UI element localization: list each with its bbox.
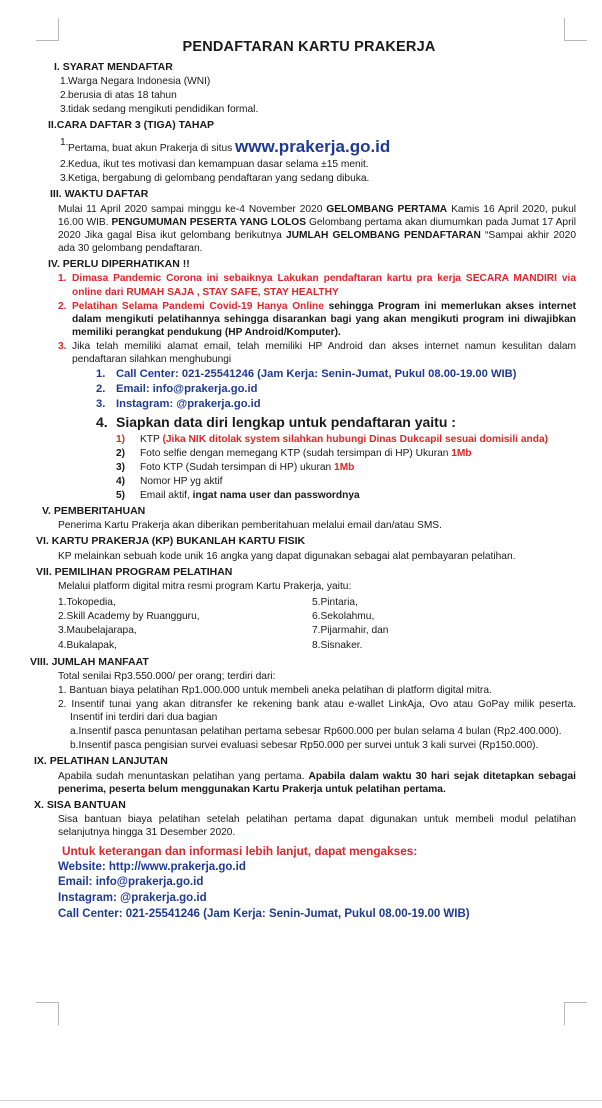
list-number: 2. <box>96 383 106 396</box>
platform-item: 4.Bukalapak, <box>58 639 117 651</box>
list-number: 4) <box>116 475 126 487</box>
text-run: Kamis 16 April 2020, pukul 16.00 WIB. <box>58 203 577 228</box>
footer-email-link[interactable]: Email: info@prakerja.go.id <box>58 876 204 889</box>
instagram-link[interactable]: Instagram: @prakerja.go.id <box>116 398 261 411</box>
text-bold: PENGUMUMAN PESERTA YANG LOLOS <box>111 216 307 228</box>
list-number: 3) <box>116 461 126 473</box>
list-number: 1. <box>58 273 67 285</box>
list-item <box>30 136 576 158</box>
list-number: 1. <box>96 367 106 380</box>
info-footer <box>58 843 576 923</box>
sisa-bantuan-text: Sisa bantuan biaya pelatihan setelah pelatihan pertama dapat digunakan untuk membeli modul pelatihan selanjutnya hingga 31 Desember 2020. <box>58 814 576 839</box>
syarat-list <box>30 75 576 116</box>
list-text: berusia di atas 18 tahun <box>68 90 177 102</box>
heading-text: Siapkan data diri lengkap untuk pendaftaran yaitu : <box>116 413 456 430</box>
platform-item: 1.Tokopedia, <box>58 597 116 609</box>
list-number: 1) <box>116 433 126 445</box>
perhatian-list <box>30 272 576 365</box>
footer-website-link[interactable]: Website: http://www.prakerja.go.id <box>58 860 246 873</box>
list-item <box>30 172 576 185</box>
text-run: “Sampai akhir 2020 ada 30 gelombang pendaftaran. <box>58 229 577 254</box>
section-heading-cara-daftar: II.CARA DAFTAR 3 (TIGA) TAHAP <box>48 119 215 132</box>
text-run: Apabila sudah menuntaskan pelatihan yang pertama. <box>58 770 309 782</box>
list-item <box>30 397 576 411</box>
contact-list <box>30 367 576 412</box>
call-center-text: Call Center: 021-25541246 (Jam Kerja: Senin-Jumat, Pukul 08.00-19.00 WIB) <box>116 367 517 380</box>
list-number: 5) <box>116 489 126 501</box>
platform-list <box>58 595 576 652</box>
page-bottom-edge <box>0 1100 602 1101</box>
pelatihan-lanjutan-text <box>58 770 576 796</box>
page-title: PENDAFTARAN KARTU PRAKERJA <box>182 39 436 55</box>
list-number: 1. <box>60 75 69 87</box>
platform-item: 8.Sisnaker. <box>312 639 363 651</box>
section-heading-pelatihan-lanjutan: IX. PELATIHAN LANJUTAN <box>34 755 168 768</box>
list-text: Foto selfie dengan memegang KTP (sudah tersimpan di HP) Ukuran <box>140 447 452 459</box>
list-number: 1. <box>60 136 69 148</box>
list-number: 4. <box>96 413 108 430</box>
list-text: Jika telah memiliki alamat email, telah memiliki HP Android dan akses internet namun kesulitan dalam pendaftaran silahkan menghubungi <box>72 340 576 365</box>
list-item <box>30 367 576 381</box>
list-number: 3. <box>58 340 67 352</box>
platform-item: 7.Pijarmahir, dan <box>312 625 389 637</box>
list-text-red: (Jika NIK ditolak system silahkan hubungi Dinas Dukcapil sesuai domisili anda) <box>162 433 549 445</box>
manfaat-item: 1. Bantuan biaya pelatihan Rp1.000.000 untuk membeli aneka pelatihan di platform digital mitra. <box>58 685 492 697</box>
jumlah-manfaat-text: Total senilai Rp3.550.000/ per orang; terdiri dari: <box>58 671 276 682</box>
text-bold: GELOMBANG PERTAMA <box>326 203 448 215</box>
website-link[interactable]: www.prakerja.go.id <box>235 136 391 156</box>
list-item <box>30 475 576 488</box>
list-text-red: 1Mb <box>334 461 355 473</box>
list-text: Dimasa Pandemic Corona ini sebaiknya Lakukan pendaftaran kartu pra kerja SECARA MANDIRI via online dari RUMAH SAJA , STAY SAFE, STAY HEALTHY <box>72 273 576 298</box>
list-text: Foto KTP (Sudah tersimpan di HP) ukuran <box>140 461 335 473</box>
list-number: 2. <box>60 90 69 102</box>
list-text: tidak sedang mengikuti pendidikan formal. <box>68 104 259 116</box>
platform-item: 3.Maubelajarapa, <box>58 625 137 637</box>
list-text: Pertama, buat akun Prakerja di situs <box>68 142 236 154</box>
email-link[interactable]: Email: info@prakerja.go.id <box>116 383 258 396</box>
section-heading-pemberitahuan: V. PEMBERITAHUAN <box>42 504 146 517</box>
platform-item: 6.Sekolahmu, <box>312 611 375 623</box>
list-text: sehingga Program ini memerlukan akses internet dalam mengikuti pelatihannya sehingga disarankan bagi yang akan mengikuti program ini diwajibkan memiliki perangkat pendukung (HP Android/Komputer). <box>72 300 577 338</box>
cara-daftar-list <box>30 136 576 186</box>
list-item <box>30 272 576 298</box>
list-text: Kedua, ikut tes motivasi dan kemampuan dasar selama ±15 menit. <box>68 159 369 171</box>
text-run: Mulai 11 April 2020 sampai minggu ke-4 November 2020 <box>58 203 327 215</box>
platform-column-right <box>312 595 566 652</box>
list-item <box>30 300 576 339</box>
text-run: Gelombang pertama akan diumumkan pada Jumat 17 April 2020 Jika gagal Bisa ikut gelombang berikutnya <box>58 216 576 241</box>
text-bold: JUMLAH GELOMBANG PENDAFTARAN <box>285 229 481 241</box>
section-heading-sisa-bantuan: X. SISA BANTUAN <box>34 798 126 811</box>
list-text: Email aktif, <box>140 489 193 501</box>
list-text-red: Pelatihan Selama Pandemi Covid-19 Hanya Online <box>72 300 324 312</box>
list-item <box>30 433 576 446</box>
platform-column-left <box>58 595 312 652</box>
list-number: 2. <box>60 159 69 171</box>
list-text: Ketiga, bergabung di gelombang pendaftaran yang sedang dibuka. <box>68 173 370 185</box>
section-heading-waktu-daftar: III. WAKTU DAFTAR <box>50 188 149 201</box>
text-bold: Apabila dalam waktu 30 hari sejak ditetapkan sebagai penerima, peserta belum menggunakan Kartu Prakerja untuk pelatihan pertama. <box>58 770 576 795</box>
list-item <box>30 103 576 116</box>
list-item <box>30 447 576 460</box>
section-heading-syarat: I. SYARAT MENDAFTAR <box>54 60 173 73</box>
footer-instagram-link[interactable]: Instagram: @prakerja.go.id <box>58 892 207 905</box>
list-number: 2) <box>116 447 126 459</box>
platform-item: 5.Pintaria, <box>312 597 358 609</box>
pemilihan-program-text: Melalui platform digital mitra resmi program Kartu Prakerja, yaitu: <box>58 581 352 593</box>
list-item <box>30 340 576 366</box>
list-item <box>30 382 576 396</box>
data-diri-list <box>30 433 576 502</box>
section-heading-pemilihan-program: VII. PEMILIHAN PROGRAM PELATIHAN <box>36 565 233 578</box>
platform-item: 2.Skill Academy by Ruangguru, <box>58 611 200 623</box>
siapkan-data-heading <box>30 414 576 432</box>
list-number: 3. <box>60 104 69 116</box>
pemberitahuan-text: Penerima Kartu Prakerja akan diberikan pemberitahuan melalui email dan/atau SMS. <box>58 520 442 532</box>
insentif-item: a.Insentif pasca penuntasan pelatihan pertama sebesar Rp600.000 per bulan selama 4 bulan (Rp2.400.000). <box>70 726 562 738</box>
section-heading-perlu-diperhatikan: IV. PERLU DIPERHATIKAN !! <box>48 258 190 271</box>
list-item <box>30 75 576 88</box>
list-item <box>30 158 576 171</box>
crop-mark-bottom-left <box>36 1002 59 1025</box>
manfaat-item: 2. Insentif tunai yang akan ditransfer ke rekening bank atau e-wallet LinkAja, Ovo atau GoPay milik peserta. Insentif ini terdiri dari dua bagian <box>58 699 576 724</box>
insentif-item: b.Insentif pasca pengisian survei evaluasi sebesar Rp50.000 per survei untuk 3 kali survei (Rp150.000). <box>70 740 539 752</box>
list-text: KTP <box>140 433 163 445</box>
footer-call-center: Call Center: 021-25541246 (Jam Kerja: Senin-Jumat, Pukul 08.00-19.00 WIB) <box>58 908 470 921</box>
list-text-red: 1Mb <box>451 447 472 459</box>
kartu-fisik-text: KP melainkan sebuah kode unik 16 angka yang dapat digunakan sebagai alat pembayaran pelatihan. <box>58 550 516 562</box>
list-number: 3. <box>96 398 106 411</box>
list-text: Warga Negara Indonesia (WNI) <box>68 75 211 87</box>
list-item <box>30 89 576 102</box>
list-number: 2. <box>58 300 67 312</box>
document-page <box>30 38 576 923</box>
waktu-daftar-text <box>58 203 576 255</box>
list-text-bold: ingat nama user dan passwordnya <box>192 489 360 501</box>
crop-mark-bottom-right <box>564 1002 587 1025</box>
section-heading-jumlah-manfaat: VIII. JUMLAH MANFAAT <box>30 655 149 668</box>
section-heading-kartu-fisik: VI. KARTU PRAKERJA (KP) BUKANLAH KARTU FISIK <box>36 535 306 548</box>
list-text: Nomor HP yg aktif <box>140 475 223 487</box>
list-item <box>30 489 576 502</box>
footer-intro: Untuk keterangan dan informasi lebih lanjut, dapat mengakses: <box>62 844 418 859</box>
list-item <box>30 461 576 474</box>
list-number: 3. <box>60 173 69 185</box>
